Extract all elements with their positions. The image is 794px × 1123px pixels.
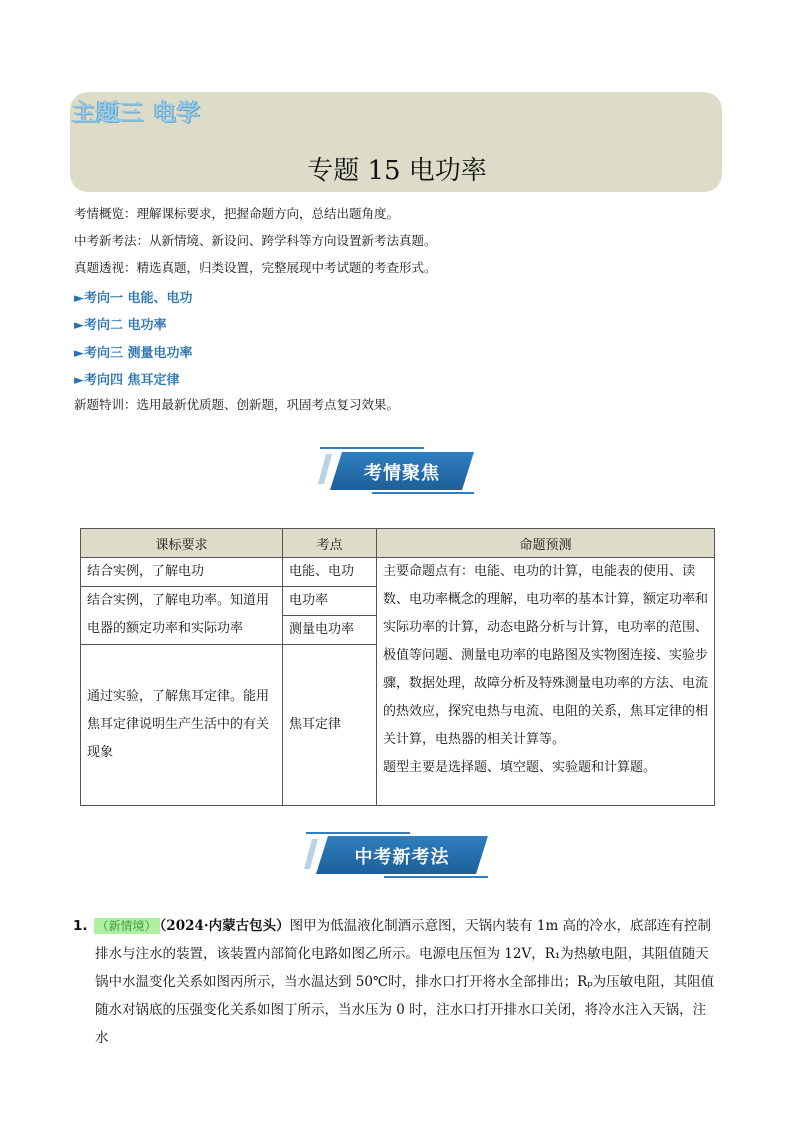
direction-link-4[interactable]: ►考向四 焦耳定律: [74, 373, 180, 388]
point-cell: 电能、电功: [283, 558, 377, 587]
intro-line-new-training: 新题特训：选用最新优质题、创新题，巩固考点复习效果。: [74, 397, 400, 412]
topic-heading: 主题三 电学: [72, 100, 202, 126]
table-header: 课标要求: [81, 529, 283, 558]
requirement-cell: 结合实例，了解电功率。知道用电器的额定功率和实际功率: [81, 587, 283, 645]
section-title: 考情聚焦: [364, 463, 440, 484]
question-1: [73, 912, 715, 1052]
direction-link-2[interactable]: ►考向二 电功率: [74, 318, 167, 333]
table-header: 命题预测: [377, 529, 715, 558]
prediction-cell: [377, 558, 715, 806]
new-context-tag: （新情境）: [94, 918, 160, 934]
intro-line-real-questions: 真题透视：精选真题，归类设置，完整展现中考试题的考查形式。: [74, 260, 437, 275]
table-header: 考点: [283, 529, 377, 558]
page-title: 专题 15 电功率: [307, 156, 487, 186]
intro-line-new-methods: 中考新考法：从新情境、新设问、跨学科等方向设置新考法真题。: [74, 233, 437, 248]
direction-link-3[interactable]: ►考向三 测量电功率: [74, 346, 193, 361]
point-cell: 电功率: [283, 587, 377, 616]
prediction-types: 题型主要是选择题、填空题、实验题和计算题。: [383, 760, 657, 775]
curriculum-table: [80, 528, 715, 806]
point-cell: 测量电功率: [283, 616, 377, 645]
question-number: 1.: [73, 918, 88, 934]
prediction-text: 主要命题点有：电能、电功的计算，电能表的使用、读数、电功率概念的理解，电功率的基本计算，额定功率和实际功率的计算，动态电路分析与计算，电功率的范围、极值等问题、测量电功率的电路图及实物图连接、实验步骤，数据处理，故障分析及特殊测量电功率的方法、电流的热效应，探究电热与电流、电阻的关系，焦耳定律的相关计算，电热器的相关计算等。: [383, 564, 709, 747]
question-source: （2024·内蒙古包头）: [159, 918, 290, 934]
point-cell: 焦耳定律: [283, 645, 377, 806]
section-title: 中考新考法: [354, 847, 450, 868]
intro-line-overview: 考情概览：理解课标要求，把握命题方向，总结出题角度。: [74, 206, 400, 221]
question-text: 图甲为低温液化制酒示意图，天锅内装有 1m 高的冷水，底部连有控制排水与注水的装置，该装置内部简化电路如图乙所示。电源电压恒为 12V，R₁为热敏电阻，其阻值随天锅中水温变化关系如图丙所示，当水温达到 50℃时，排水口打开将水全部排出；Rₚ为压敏电阻，其阻值随水对锅底的压强变化关系如图丁所示，当水压为 0 时，注水口打开排水口关闭，将冷水注入天锅，注水: [95, 918, 715, 1046]
requirement-cell: 结合实例，了解电功: [81, 558, 283, 587]
requirement-cell: 通过实验，了解焦耳定律。能用焦耳定律说明生产生活中的有关现象: [81, 645, 283, 806]
direction-link-1[interactable]: ►考向一 电能、电功: [74, 291, 193, 306]
